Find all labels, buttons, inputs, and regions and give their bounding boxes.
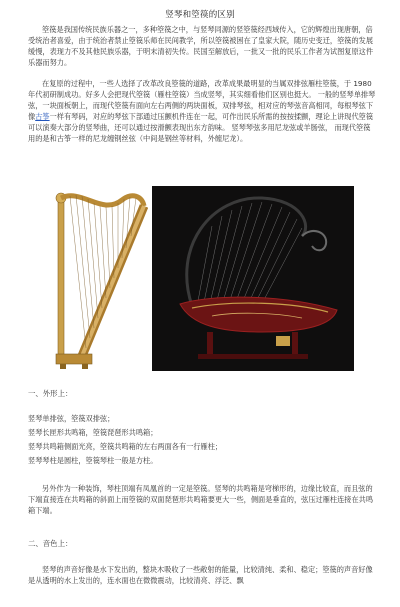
- intro-paragraph: [28, 24, 376, 68]
- intro-line-3: 困在了皇家大院，随历史变迁，箜篌的发展缓慢，表现力不及其他民族乐器，于明末清初: [28, 36, 374, 56]
- revival-line-5: 的琴弦下部通过压颤机件连在一起，可作出民乐所需的按按揉颤，理论上讲现代箜篌可以: [28, 112, 374, 132]
- revival-line-6: 演奏大部分的竖琴曲，还可以通过按滑颤表现出东方韵味。 竖琴琴弦多用尼龙弦或羊肠: [42, 123, 318, 132]
- revival-line-4b: 一样有琴码，对应: [49, 112, 108, 121]
- section-1-heading: 一、外形上：: [28, 389, 73, 398]
- intro-line-4: 失传。民国至解放后，一批又一批的民乐工作者为试图复原这件乐器而努力。: [28, 47, 374, 67]
- section-2-paragraph: [28, 564, 376, 586]
- konghou-image: [152, 186, 354, 371]
- intro-line-2: 的辉煌出现唐朝，倍受统治者喜爱，由于统治者禁止箜篌乐师在民间教学，所以箜篌被: [28, 25, 373, 45]
- page-title: 竖琴和箜篌的区别: [165, 10, 235, 20]
- revival-line-3: 实细看他们区别也挺大。 一般的竖琴单排琴弦，一块面板朝上，而现代箜篌有面向左右两: [28, 90, 376, 110]
- section-1-line-2: 竖琴长匣形共鸣箱，箜篌琵琶形共鸣箱；: [28, 428, 158, 437]
- section-1-line-3: 竖琴共鸣箱侧面光亮，箜篌共鸣箱的左右两面各有一行雁柱；: [28, 442, 223, 451]
- revival-line-7: 弦， 而现代箜篌用的是和古筝一样的尼龙缠钢丝弦（中间是钢丝等材料，外缠尼龙）。: [28, 123, 371, 143]
- section-2-line-1: 竖琴的声音好像是水下发出的，整块木吸收了一些敞射的能量，比较清纯、柔和、稳: [42, 565, 308, 574]
- section-1-line-4: 竖琴琴柱是圆柱，箜篌琴柱一般是方柱。: [28, 456, 158, 465]
- concert-harp-image: [52, 186, 148, 371]
- guzheng-link[interactable]: 古筝: [35, 112, 50, 121]
- intro-line-1: 箜篌是我国传统民族乐器之一，多种箜篌之中，与竖琴同源的竖箜篌经西域传入，它: [42, 25, 308, 34]
- concert-harp-illustration: [52, 186, 148, 371]
- section-2-heading: 二、音色上：: [28, 539, 73, 548]
- revival-paragraph: [28, 78, 376, 144]
- revival-line-2: 弦雁柱箜篌，于 1980 年代初研制成功。好多人会把现代箜篌（雁柱箜篌）当成竖琴，其: [28, 79, 372, 99]
- revival-line-4: 侧的两块面板，双排琴弦，相对应的琴弦音高相同，每根琴弦下像: [28, 101, 374, 121]
- harp-images: [0, 180, 400, 370]
- section-1-para-line-2: 缘比较直，而且弦的下端直接连在共鸣箱的斜面上而箜篌的双面琵琶形共鸣箱要更大一些，: [28, 484, 373, 504]
- section-2-line-2: 定；箜篌的声音好像是从透明的水上发出的，连水面也在微微震动，比较清亮、浮泛、飘: [28, 565, 373, 585]
- revival-line-1: 在复原的过程中，一些人选择了改革改良箜篌的道路，改革成果最明显的当属双排: [42, 79, 301, 88]
- section-1-line-1: 竖琴单排弦，箜篌双排弦；: [28, 414, 115, 423]
- section-1-para-line-1: 另外作为一种装饰，琴柱顶端有凤凰首的一定是箜篌。竖琴的共鸣箱是穹梯形的，边: [42, 484, 308, 493]
- konghou-illustration: [152, 186, 354, 371]
- section-1-paragraph: [28, 483, 376, 516]
- section-1-para-line-3: 侧面是垂直的，弦压过雁柱连接在共鸣箱下端。: [28, 495, 374, 515]
